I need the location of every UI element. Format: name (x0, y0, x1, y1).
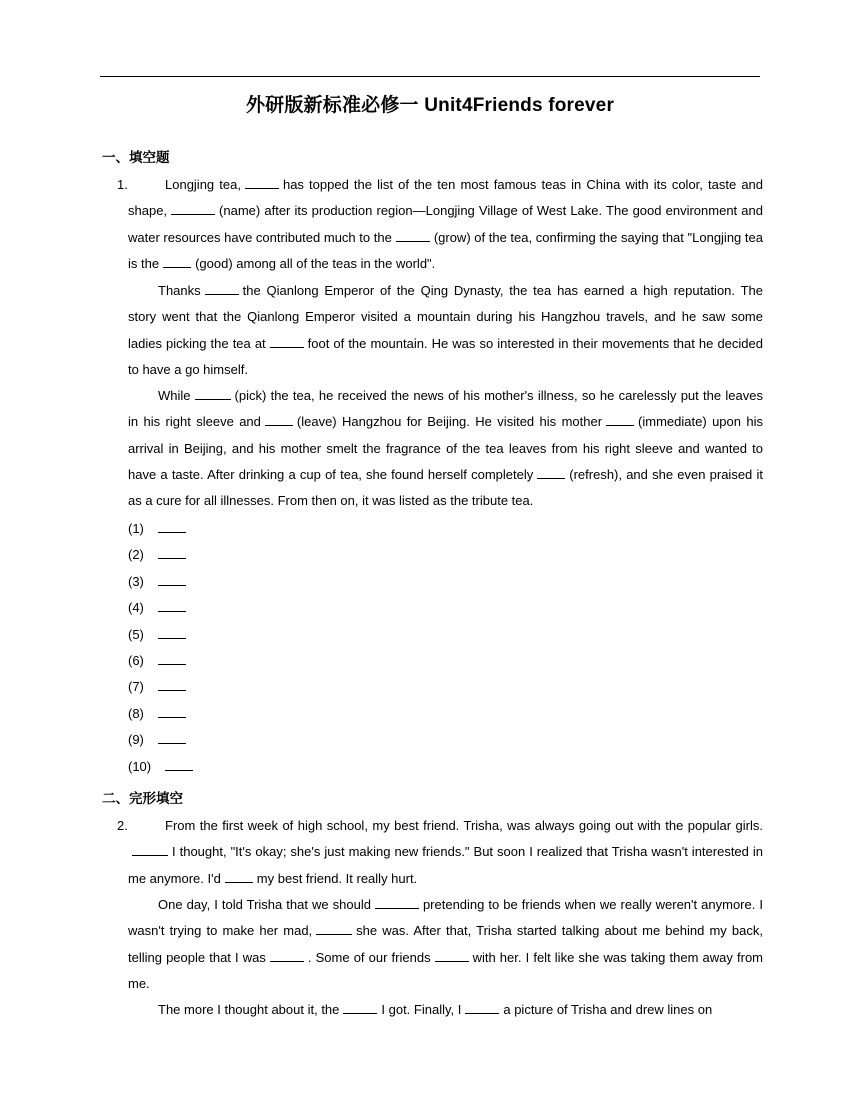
answer-blank[interactable] (158, 652, 186, 665)
answer-row: (9) (128, 727, 197, 753)
answer-row: (5) (128, 622, 197, 648)
blank-5[interactable] (270, 949, 304, 962)
blank-4[interactable] (163, 255, 191, 268)
blank-5[interactable] (205, 282, 239, 295)
question-number: 2. (117, 818, 128, 833)
answer-row: (4) (128, 595, 197, 621)
answer-row: (7) (128, 674, 197, 700)
blank-3[interactable] (396, 229, 430, 242)
question-1-paragraph-3: While (pick) the tea, he received the news of his mother's illness, so he carelessly put the leaves in his right sleeve and (leave) Hangzhou for Beijing. He visited his mother (immediate) upon his arrival in Beijing, and his mother smelt the fragrance of the tea leaves from his right sleeve and wanted to have a taste. After drinking a cup of tea, she found herself completely (refresh), and she even praised it as a cure for all illnesses. From then on, it was listed as the tribute tea. (128, 388, 764, 509)
document-title: 外研版新标准必修一 Unit4Friends forever (245, 95, 615, 116)
blank-1[interactable] (132, 843, 168, 856)
answer-row: (6) (128, 648, 197, 674)
answer-blank[interactable] (158, 705, 186, 718)
answer-row: (3) (128, 569, 197, 595)
question-number: 1. (117, 177, 128, 192)
answer-blank[interactable] (158, 546, 186, 559)
question-2-paragraph-1: 2. From the first week of high school, my best friend. Trisha, was always going out with the popular girls.I thought, "It's okay; she's just making new friends." But soon I realized that Trisha wasn't interested in me anymore. I'd my best friend. It really hurt. (128, 813, 763, 892)
answer-blank[interactable] (158, 731, 186, 744)
header-rule (100, 76, 760, 77)
blank-6[interactable] (270, 335, 304, 348)
answer-blank[interactable] (165, 758, 193, 771)
answer-row: (1) (128, 516, 197, 542)
blank-6[interactable] (435, 949, 469, 962)
answer-list (128, 516, 197, 780)
answer-blank[interactable] (158, 678, 186, 691)
answer-blank[interactable] (158, 626, 186, 639)
blank-9[interactable] (606, 413, 634, 426)
answer-blank[interactable] (158, 520, 186, 533)
question-2-paragraph-2: One day, I told Trisha that we should pretending to be friends when we really weren't anymore. I wasn't trying to make her mad, she was. After that, Trisha started talking about me behind my back, telling people that I was . Some of our friends with her. I felt like she was taking them away from me. (128, 897, 764, 991)
blank-10[interactable] (537, 466, 565, 479)
section-heading-cloze: 二、完形填空 (102, 791, 183, 806)
question-1-paragraph-2: Thanks the Qianlong Emperor of the Qing Dynasty, the tea has earned a high reputation. The story went that the Qianlong Emperor visited a mountain during his Hangzhou travels, and he saw some ladies picking the tea at foot of the mountain. He was so interested in their movements that he decided to have a go himself. (128, 283, 763, 377)
blank-4[interactable] (316, 922, 352, 935)
section-heading-fill-blank: 一、填空题 (102, 150, 170, 165)
blank-8[interactable] (265, 413, 293, 426)
blank-7[interactable] (195, 387, 231, 400)
question-1-paragraph-1: 1. Longjing tea, has topped the list of the ten most famous teas in China with its color, taste and shape, (name) after its production region—Longjing Village of West Lake. The good environment and water resources have contributed much to the (grow) of the tea, confirming the saying that "Longjing tea is the (good) among all of the teas in the world". (128, 172, 763, 277)
answer-blank[interactable] (158, 599, 186, 612)
answer-blank[interactable] (158, 573, 186, 586)
question-2-paragraph-3: The more I thought about it, the I got. Finally, I a picture of Trisha and drew lines on (158, 1002, 713, 1017)
answer-row: (8) (128, 701, 197, 727)
blank-7[interactable] (343, 1001, 377, 1014)
answer-row: (2) (128, 542, 197, 568)
blank-2[interactable] (225, 870, 253, 883)
answer-row: (10) (128, 754, 197, 780)
blank-2[interactable] (171, 202, 215, 215)
blank-8[interactable] (465, 1001, 499, 1014)
blank-1[interactable] (245, 176, 279, 189)
blank-3[interactable] (375, 896, 419, 909)
